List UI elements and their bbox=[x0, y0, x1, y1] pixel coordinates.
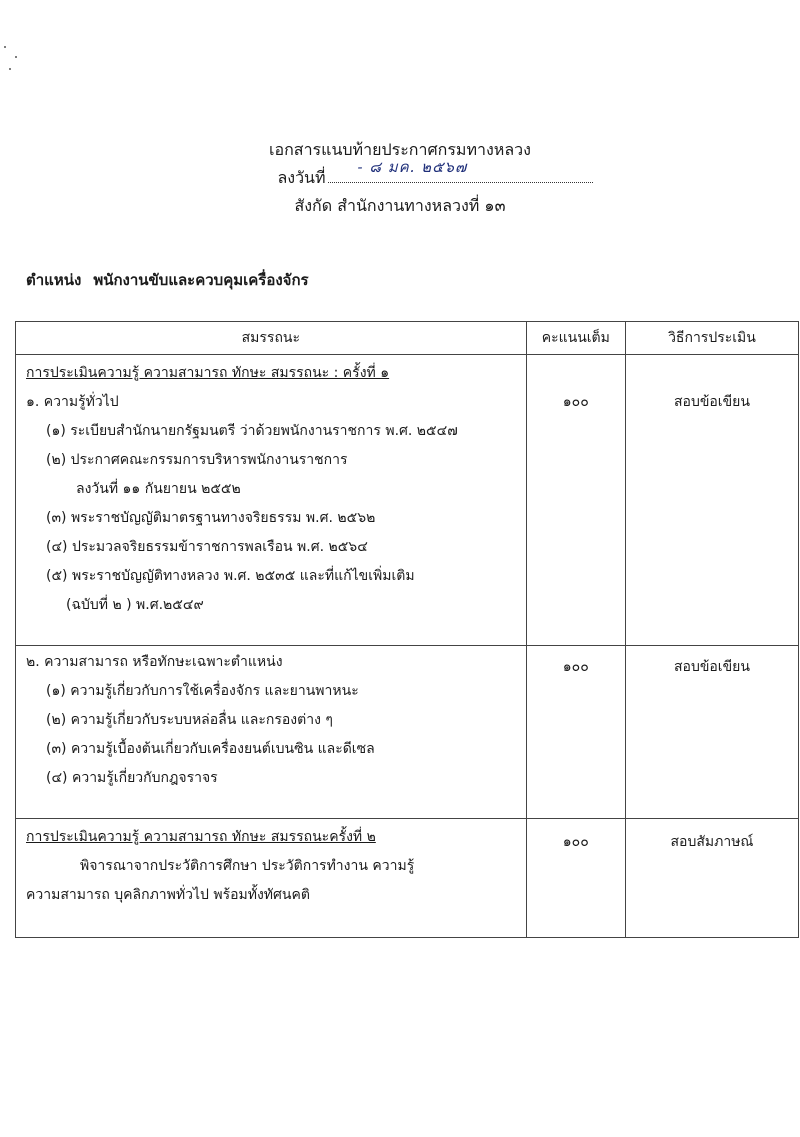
scan-speck bbox=[4, 46, 6, 48]
assessment-method: สอบสัมภาษณ์ bbox=[670, 834, 754, 850]
scan-speck bbox=[9, 68, 11, 70]
table-header-row bbox=[16, 322, 799, 355]
assessment-method: สอบข้อเขียน bbox=[673, 659, 750, 675]
position-label: ตำแหน่ง bbox=[26, 271, 82, 289]
position-value: พนักงานขับและควบคุมเครื่องจักร bbox=[93, 271, 309, 289]
list-item: (๓) พระราชบัญญัติมาตรฐานทางจริยธรรม พ.ศ. ๒๕๖๒ bbox=[46, 510, 376, 526]
col-header-full-score: คะแนนเต็ม bbox=[526, 322, 625, 355]
section-heading: การประเมินความรู้ ความสามารถ ทักษะ สมรรถนะครั้งที่ ๒ bbox=[26, 829, 376, 845]
document-title: เอกสารแนบท้ายประกาศกรมทางหลวง bbox=[269, 140, 531, 159]
score-cell bbox=[526, 819, 625, 938]
item-title: ๒. ความสามารถ หรือทักษะเฉพาะตำแหน่ง bbox=[26, 654, 283, 670]
date-label: ลงวันที่ bbox=[277, 168, 326, 187]
method-cell bbox=[625, 819, 798, 938]
list-item-continuation: ลงวันที่ ๑๑ กันยายน ๒๕๕๒ bbox=[76, 481, 241, 497]
list-item-continuation: (ฉบับที่ ๒ ) พ.ศ.๒๕๔๙ bbox=[66, 597, 204, 613]
table-row bbox=[16, 646, 799, 819]
method-cell bbox=[625, 355, 798, 646]
score-cell bbox=[526, 355, 625, 646]
full-score: ๑๐๐ bbox=[562, 834, 589, 850]
handwritten-date: - ๘ มค. ๒๕๖๗ bbox=[357, 158, 468, 176]
position-line bbox=[26, 268, 309, 292]
score-cell bbox=[526, 646, 625, 819]
list-item: (๕) พระราชบัญญัติทางหลวง พ.ศ. ๒๕๓๕ และที่แก้ไขเพิ่มเติม bbox=[46, 568, 415, 584]
competency-cell bbox=[16, 819, 527, 938]
list-item: (๒) ประกาศคณะกรรมการบริหารพนักงานราชการ bbox=[46, 452, 348, 468]
document-header bbox=[0, 136, 800, 220]
list-item: (๑) ระเบียบสำนักนายกรัฐมนตรี ว่าด้วยพนักงานราชการ พ.ศ. ๒๕๔๗ bbox=[46, 423, 458, 439]
full-score: ๑๐๐ bbox=[562, 394, 589, 410]
paragraph-line: ความสามารถ บุคลิกภาพทั่วไป พร้อมทั้งทัศนคติ bbox=[26, 887, 310, 903]
table-row bbox=[16, 819, 799, 938]
full-score: ๑๐๐ bbox=[562, 659, 589, 675]
signing-date bbox=[0, 158, 800, 192]
competency-cell bbox=[16, 355, 527, 646]
table-row bbox=[16, 355, 799, 646]
date-dotted-line bbox=[328, 158, 593, 183]
paragraph-line: พิจารณาจากประวัติการศึกษา ประวัติการทำงาน ความรู้ bbox=[80, 858, 415, 874]
list-item: (๒) ความรู้เกี่ยวกับระบบหล่อลื่น และกรองต่าง ๆ bbox=[46, 712, 333, 728]
assessment-method: สอบข้อเขียน bbox=[673, 394, 750, 410]
col-header-competency: สมรรถนะ bbox=[16, 322, 527, 355]
affiliation: สังกัด สำนักงานทางหลวงที่ ๑๓ bbox=[294, 196, 506, 215]
list-item: (๑) ความรู้เกี่ยวกับการใช้เครื่องจักร และยานพาหนะ bbox=[46, 683, 359, 699]
list-item: (๔) ความรู้เกี่ยวกับกฎจราจร bbox=[46, 770, 218, 786]
competency-table bbox=[15, 321, 799, 938]
item-title: ๑. ความรู้ทั่วไป bbox=[26, 394, 119, 410]
list-item: (๔) ประมวลจริยธรรมข้าราชการพลเรือน พ.ศ. ๒๕๖๔ bbox=[46, 539, 368, 555]
list-item: (๓) ความรู้เบื้องต้นเกี่ยวกับเครื่องยนต์เบนซิน และดีเซล bbox=[46, 741, 375, 757]
method-cell bbox=[625, 646, 798, 819]
competency-cell bbox=[16, 646, 527, 819]
section-heading: การประเมินความรู้ ความสามารถ ทักษะ สมรรถนะ : ครั้งที่ ๑ bbox=[26, 365, 390, 381]
col-header-method: วิธีการประเมิน bbox=[625, 322, 798, 355]
scan-speck bbox=[15, 56, 17, 58]
